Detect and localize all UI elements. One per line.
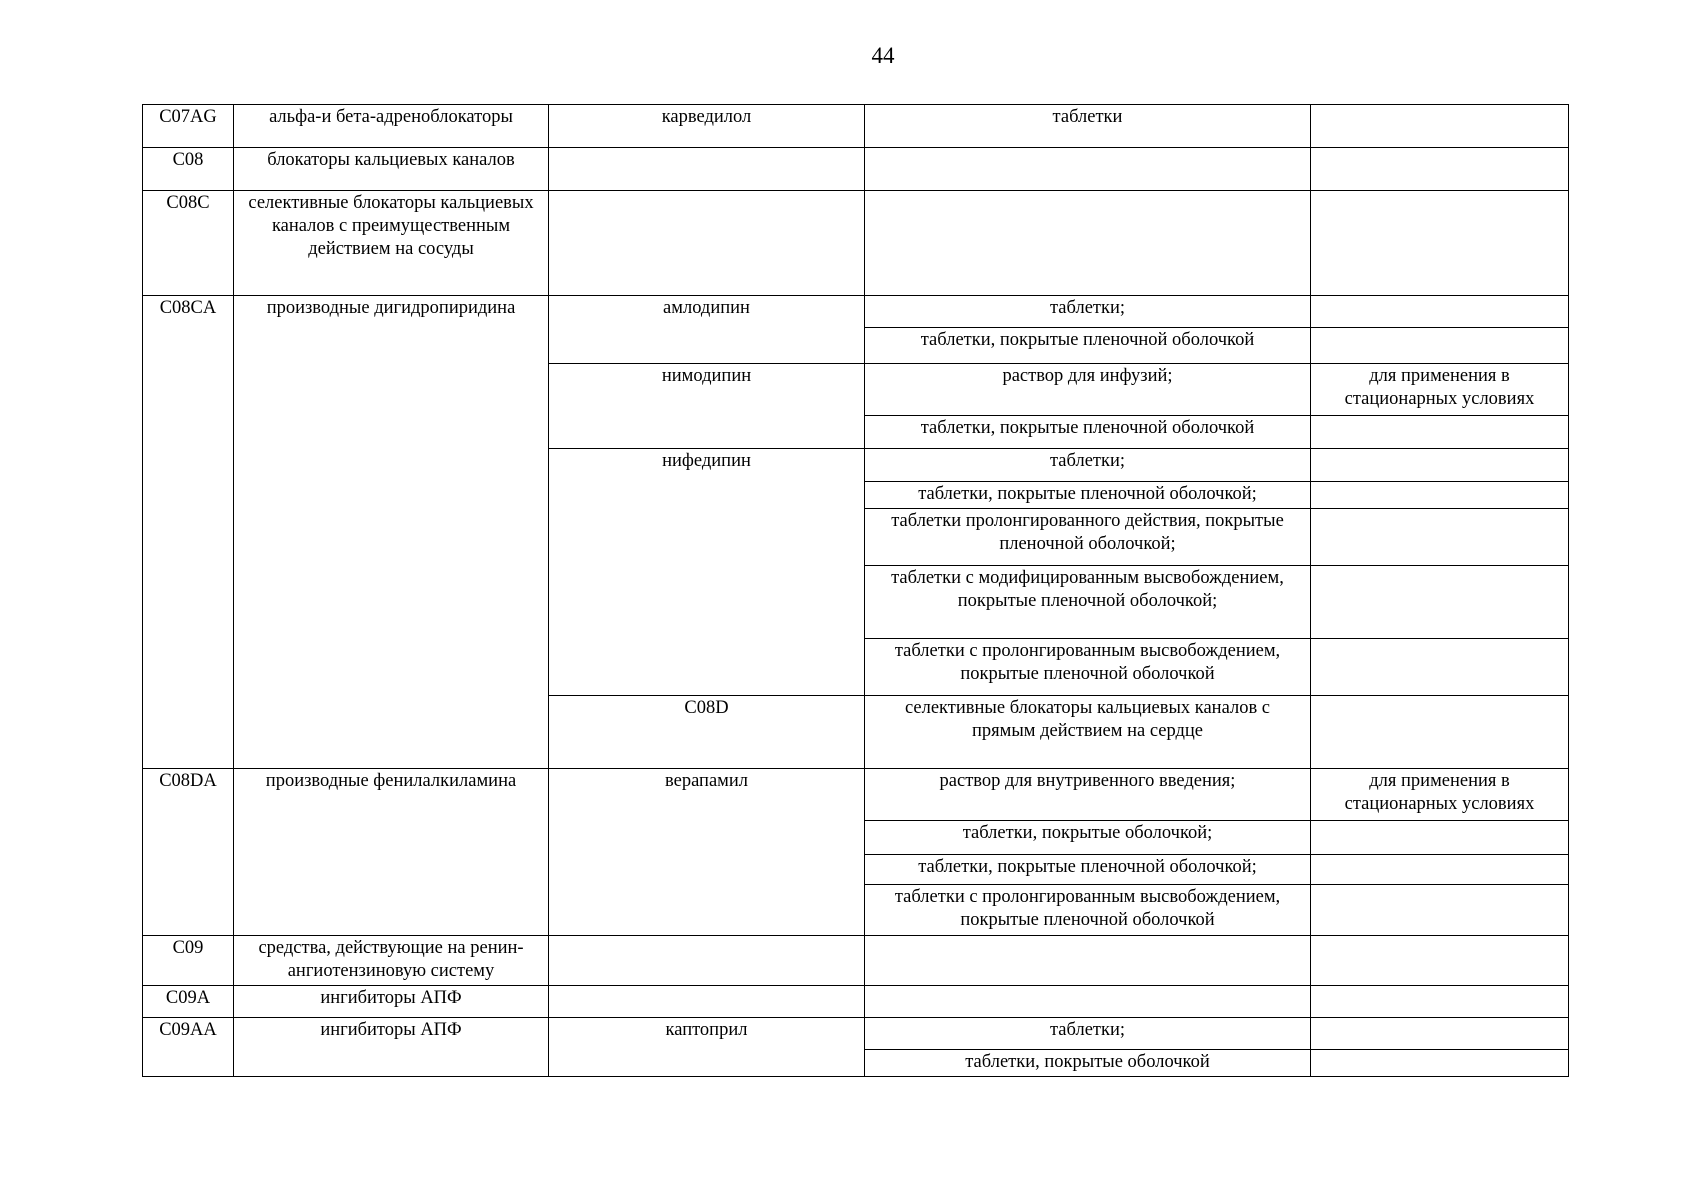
table-row <box>143 191 1569 296</box>
table-row <box>143 936 1569 986</box>
table-row <box>143 1018 1569 1050</box>
usage-note <box>1311 148 1569 191</box>
usage-note <box>1311 855 1569 885</box>
atc-code: C08D <box>549 696 865 769</box>
dosage-form <box>865 191 1311 296</box>
group-name: ингибиторы АПФ <box>234 1018 549 1077</box>
usage-note <box>1311 821 1569 855</box>
dosage-form: таблетки пролонгированного действия, покрытые пленочной оболочкой; <box>865 509 1311 566</box>
atc-code: C08DA <box>143 769 234 936</box>
drug-name: нифедипин <box>549 449 865 696</box>
table-row <box>143 986 1569 1018</box>
dosage-form: таблетки, покрытые оболочкой <box>865 1050 1311 1077</box>
group-name: производные дигидропиридина <box>234 296 549 769</box>
drug-name <box>549 191 865 296</box>
dosage-form: таблетки с модифицированным высвобождением, покрытые пленочной оболочкой; <box>865 566 1311 639</box>
dosage-form: таблетки, покрытые пленочной оболочкой <box>865 328 1311 364</box>
dosage-form: таблетки, покрытые пленочной оболочкой; <box>865 482 1311 509</box>
dosage-form <box>865 148 1311 191</box>
usage-note <box>1311 328 1569 364</box>
group-name: альфа-и бета-адреноблокаторы <box>234 105 549 148</box>
dosage-form <box>865 986 1311 1018</box>
atc-code: C08CA <box>143 296 234 769</box>
usage-note <box>1311 296 1569 328</box>
drug-name: верапамил <box>549 769 865 936</box>
drug-name <box>549 148 865 191</box>
drug-name: амлодипин <box>549 296 865 364</box>
dosage-form: таблетки; <box>865 296 1311 328</box>
atc-code: C09A <box>143 986 234 1018</box>
table-row <box>143 148 1569 191</box>
dosage-form: таблетки, покрытые пленочной оболочкой; <box>865 855 1311 885</box>
usage-note: для применения в стационарных условиях <box>1311 769 1569 821</box>
usage-note <box>1311 986 1569 1018</box>
usage-note <box>1311 1018 1569 1050</box>
usage-note <box>1311 639 1569 696</box>
drug-name: карведилол <box>549 105 865 148</box>
group-name: производные фенилалкиламина <box>234 769 549 936</box>
usage-note <box>1311 885 1569 936</box>
dosage-form: таблетки; <box>865 449 1311 482</box>
drug-name <box>1311 696 1569 769</box>
group-name: ингибиторы АПФ <box>234 986 549 1018</box>
usage-note <box>1311 509 1569 566</box>
atc-code: C08C <box>143 191 234 296</box>
table-row <box>143 769 1569 821</box>
atc-code: C09AA <box>143 1018 234 1077</box>
group-name: блокаторы кальциевых каналов <box>234 148 549 191</box>
table-row <box>143 296 1569 328</box>
usage-note: для применения в стационарных условиях <box>1311 364 1569 416</box>
table-row <box>143 105 1569 148</box>
usage-note <box>1311 105 1569 148</box>
page-number: 44 <box>871 43 895 68</box>
atc-code: C09 <box>143 936 234 986</box>
group-name: средства, действующие на ренин-ангиотензиновую систему <box>234 936 549 986</box>
usage-note <box>1311 936 1569 986</box>
group-name: селективные блокаторы кальциевых каналов с преимущественным действием на сосуды <box>234 191 549 296</box>
usage-note <box>1311 449 1569 482</box>
atc-code: C08 <box>143 148 234 191</box>
usage-note <box>1311 482 1569 509</box>
dosage-form: таблетки с пролонгированным высвобождением, покрытые пленочной оболочкой <box>865 885 1311 936</box>
dosage-form: таблетки, покрытые оболочкой; <box>865 821 1311 855</box>
drug-name: нимодипин <box>549 364 865 449</box>
dosage-form: раствор для инфузий; <box>865 364 1311 416</box>
drug-name <box>549 936 865 986</box>
drug-table <box>142 104 1569 1077</box>
atc-code: C07AG <box>143 105 234 148</box>
dosage-form: таблетки с пролонгированным высвобождением, покрытые пленочной оболочкой <box>865 639 1311 696</box>
usage-note <box>1311 566 1569 639</box>
group-name: селективные блокаторы кальциевых каналов с прямым действием на сердце <box>865 696 1311 769</box>
dosage-form: раствор для внутривенного введения; <box>865 769 1311 821</box>
usage-note <box>1311 191 1569 296</box>
dosage-form: таблетки <box>865 105 1311 148</box>
dosage-form <box>865 936 1311 986</box>
dosage-form: таблетки; <box>865 1018 1311 1050</box>
usage-note <box>1311 416 1569 449</box>
drug-name <box>549 986 865 1018</box>
dosage-form: таблетки, покрытые пленочной оболочкой <box>865 416 1311 449</box>
drug-name: каптоприл <box>549 1018 865 1077</box>
usage-note <box>1311 1050 1569 1077</box>
